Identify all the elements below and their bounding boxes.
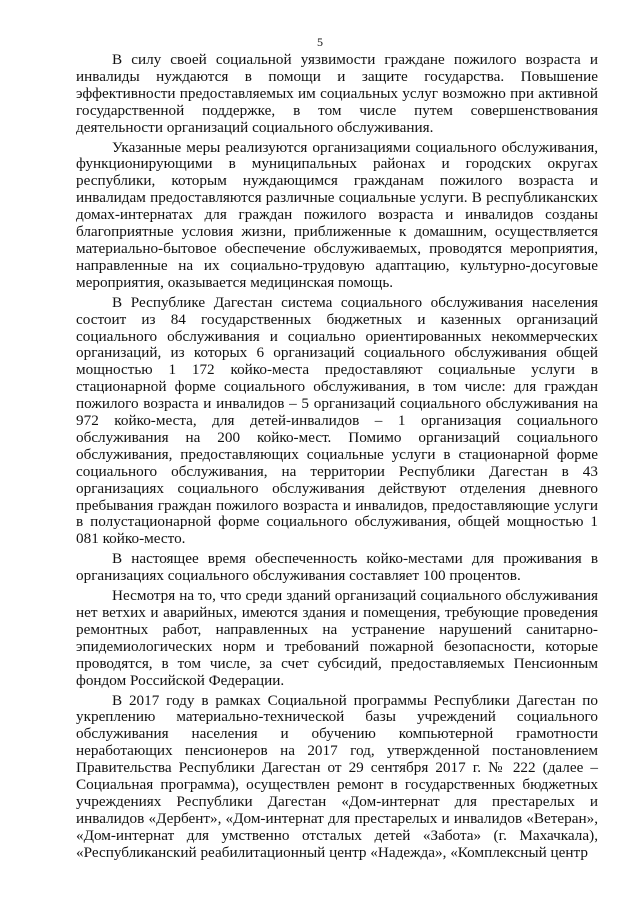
paragraph-5: Несмотря на то, что среди зданий организаций социального обслуживания нет ветхих и аварийных, имеются здания и помещения, требующие проведения ремонтных работ, направленных на устранение нарушений санитарно-эпидемиологических норм и требований пожарной безопасности, которые проводятся, в том числе, за счет субсидий, предоставляемых Пенсионным фондом Российской Федерации.: [76, 587, 598, 689]
paragraph-1: В силу своей социальной уязвимости граждане пожилого возраста и инвалиды нуждаются в помощи и защите государства. Повышение эффективности предоставляемых им социальных услуг возможно при активной государственной поддержке, в том числе путем совершенствования деятельности организаций социального обслуживания.: [76, 51, 598, 136]
paragraph-3: В Республике Дагестан система социального обслуживания населения состоит из 84 государственных бюджетных и казенных организаций социального обслуживания и социально ориентированных некоммерческих организаций, из которых 6 организаций социального обслуживания общей мощностью 1 172 койко-места предоставляют социальные услуги в стационарной форме социального обслуживания, в том числе: для граждан пожилого возраста и инвалидов – 5 организаций социального обслуживания на 972 койко-места, для детей-инвалидов – 1 организация социального обслуживания на 200 койко-мест. Помимо организаций социального обслуживания, предоставляющих социальные услуги в стационарной форме социального обслуживания, на территории Республики Дагестан в 43 организациях социального обслуживания действуют отделения дневного пребывания граждан пожилого возраста и инвалидов, предоставляющие услуги в полустационарной форме социального обслуживания, общей мощностью 1 081 койко-место.: [76, 293, 598, 548]
document-body: [76, 52, 598, 865]
paragraph-4: В настоящее время обеспеченность койко-местами для проживания в организациях социального обслуживания составляет 100 процентов.: [76, 550, 598, 585]
paragraph-6: В 2017 году в рамках Социальной программы Республики Дагестан по укреплению материально-технической базы учреждений социального обслуживания населения и обучению компьютерной грамотности неработающих пенсионеров на 2017 год, утвержденной постановлением Правительства Республики Дагестан от 29 сентября 2017 г. № 222 (далее – Социальная программа), осуществлен ремонт в государственных бюджетных учреждениях Республики Дагестан «Дом-интернат для престарелых и инвалидов «Дербент», «Дом-интернат для престарелых и инвалидов «Ветеран», «Дом-интернат для умственно отсталых детей «Забота» (г. Махачкала), «Республиканский реабилитационный центр «Надежда», «Комплексный центр: [76, 691, 598, 861]
paragraph-2: Указанные меры реализуются организациями социального обслуживания, функционирующими в муниципальных районах и городских округах республики, которым нуждающимся гражданам пожилого возраста и инвалидам предоставляются различные социальные услуги. В республиканских домах-интернатах для граждан пожилого возраста и инвалидов созданы благоприятные условия жизни, приближенные к домашним, осуществляется материально-бытовое обеспечение обслуживаемых, проводятся мероприятия, направленные на их социально-трудовую адаптацию, культурно-досуговые мероприятия, оказывается медицинская помощь.: [76, 138, 598, 291]
page-number: 5: [317, 35, 323, 49]
